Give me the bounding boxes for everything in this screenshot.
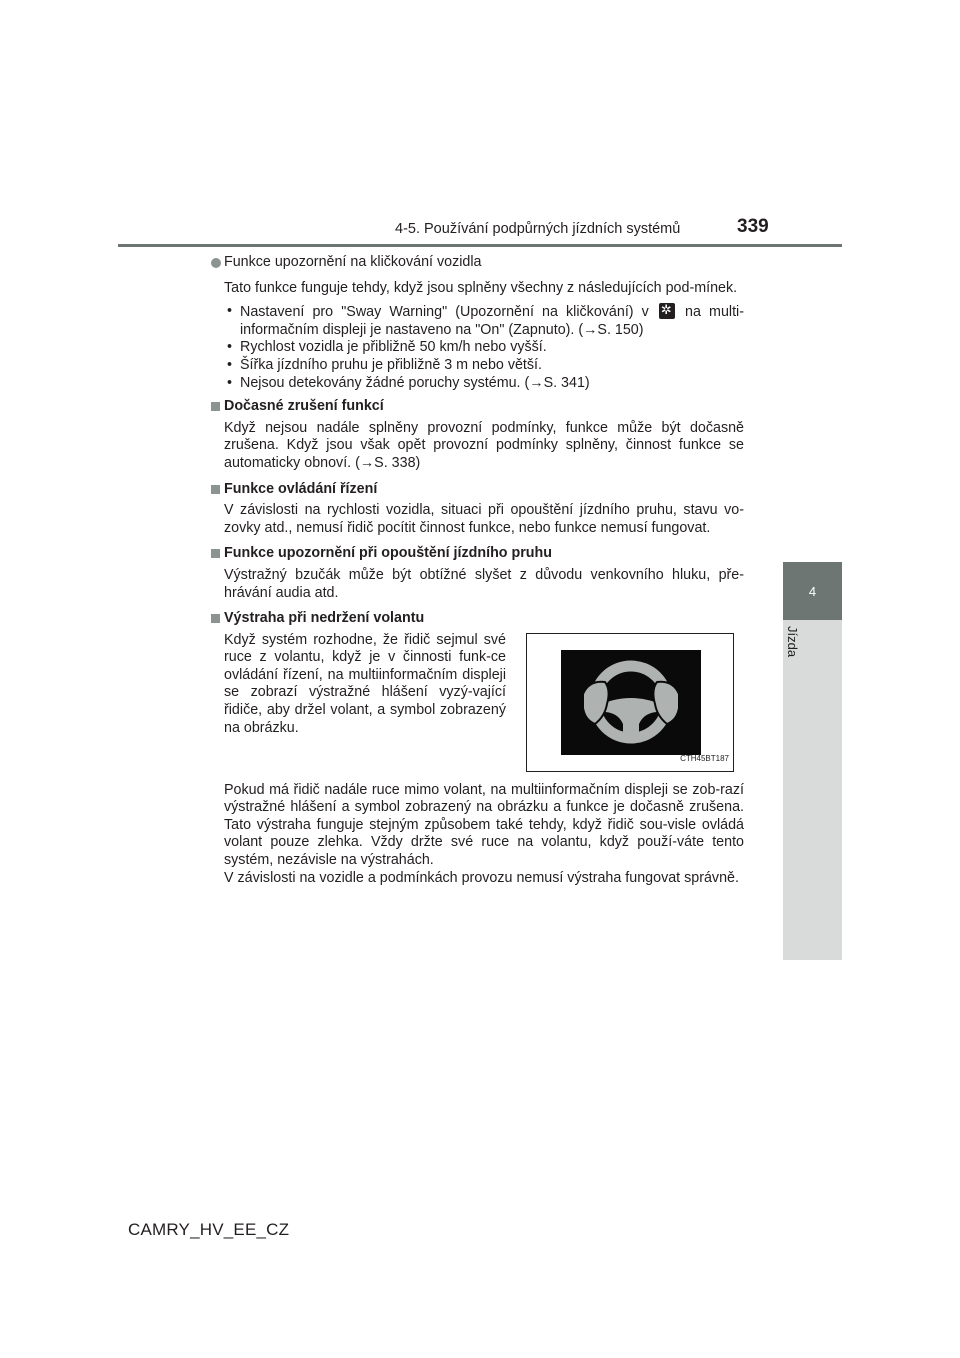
sway-title: Funkce upozornění na kličkování vozidla [210,254,744,272]
hands-off-figure [526,633,734,772]
hands-off-figure-row [210,632,744,772]
main-content [210,254,744,887]
hands-off-title: Výstraha při nedržení volantu [210,610,744,628]
header-divider [118,244,842,247]
sway-bullet1-after: na multi-informačním displeji je nastaveno na "On" (Zapnuto). (→S. 150) [240,304,744,338]
section-hands-off-warning [210,610,744,887]
chapter-tab-label: Jízda [785,626,800,658]
list-item: • Rychlost vozidla je přibližně 50 km/h nebo vyšší. [224,339,744,357]
chapter-tab-bar [783,620,842,960]
settings-gear-icon [659,303,675,319]
display-screen [561,650,701,755]
section-lane-warning [210,545,744,602]
list-item: • Šířka jízdního pruhu je přibližně 3 m nebo větší. [224,357,744,375]
lane-warning-text: Výstražný bzučák může být obtížné slyšet z důvodu venkovního hluku, pře-hrávání audia atd. [224,566,744,601]
sway-conditions-list [210,303,744,392]
hands-off-text2: V závislosti na vozidle a podmínkách provozu nemusí výstraha fungovat správně. [224,869,739,886]
steering-text: V závislosti na rychlosti vozidla, situaci při opouštění jízdního pruhu, stavu vo-zovky atd., nemusí řidič pocítit činnost funkce, nebo funkce nemusí fungovat. [224,502,744,536]
lane-warning-title: Funkce upozornění při opouštění jízdního pruhu [210,545,744,563]
model-code: CAMRY_HV_EE_CZ [128,1220,290,1239]
chapter-tab-number: 4 [783,562,842,620]
sway-intro: Tato funkce funguje tehdy, když jsou splněny všechny z následujících pod-mínek. [224,279,738,296]
section-sway-warning [210,254,744,392]
list-item: • Nejsou detekovány žádné poruchy systému. (→S. 341) [224,375,744,393]
steering-title: Funkce ovládání řízení [210,481,744,499]
hands-off-figure-text: Když systém rozhodne, že řidič sejmul své ruce z volantu, když je v činnosti funk-ce ovládání řízení, na multiinformačním displeji se zobrazí výstražné hlášení vyzý-vající řidiče, aby držel volant, a symbol zobrazený na obrázku. [224,631,506,736]
cancel-title: Dočasné zrušení funkcí [210,398,744,416]
sway-bullet1-before: Nastavení pro "Sway Warning" (Upozornění na kličkování) v [240,304,649,321]
list-item [224,303,744,339]
section-steering-control [210,481,744,538]
figure-code: CTH45BT187 [680,754,729,764]
steering-wheel-hands-icon [561,650,701,755]
section-temporary-cancel [210,398,744,472]
hands-off-text1: Pokud má řidič nadále ruce mimo volant, na multiinformačním displeji se zob-razí výstražné hlášení a symbol zobrazený na obrázku a funkce je dočasně zrušena. Tato výstraha funguje stejným způsobem také tehdy, když řidič sou-visle ovládá volant pouze zlehka. Vždy držte své ruce na volantu, když použí-váte tento systém, nezávisle na výstrahách. [224,781,744,869]
cancel-text: Když nejsou nadále splněny provozní podmínky, funkce může být dočasně zrušena. Když jsou však opět provozní podmínky splněny, činnost funkce se automaticky obnoví. (→S. 338) [224,419,744,471]
page-number: 339 [737,216,769,237]
section-title: 4-5. Používání podpůrných jízdních systémů [395,221,681,237]
